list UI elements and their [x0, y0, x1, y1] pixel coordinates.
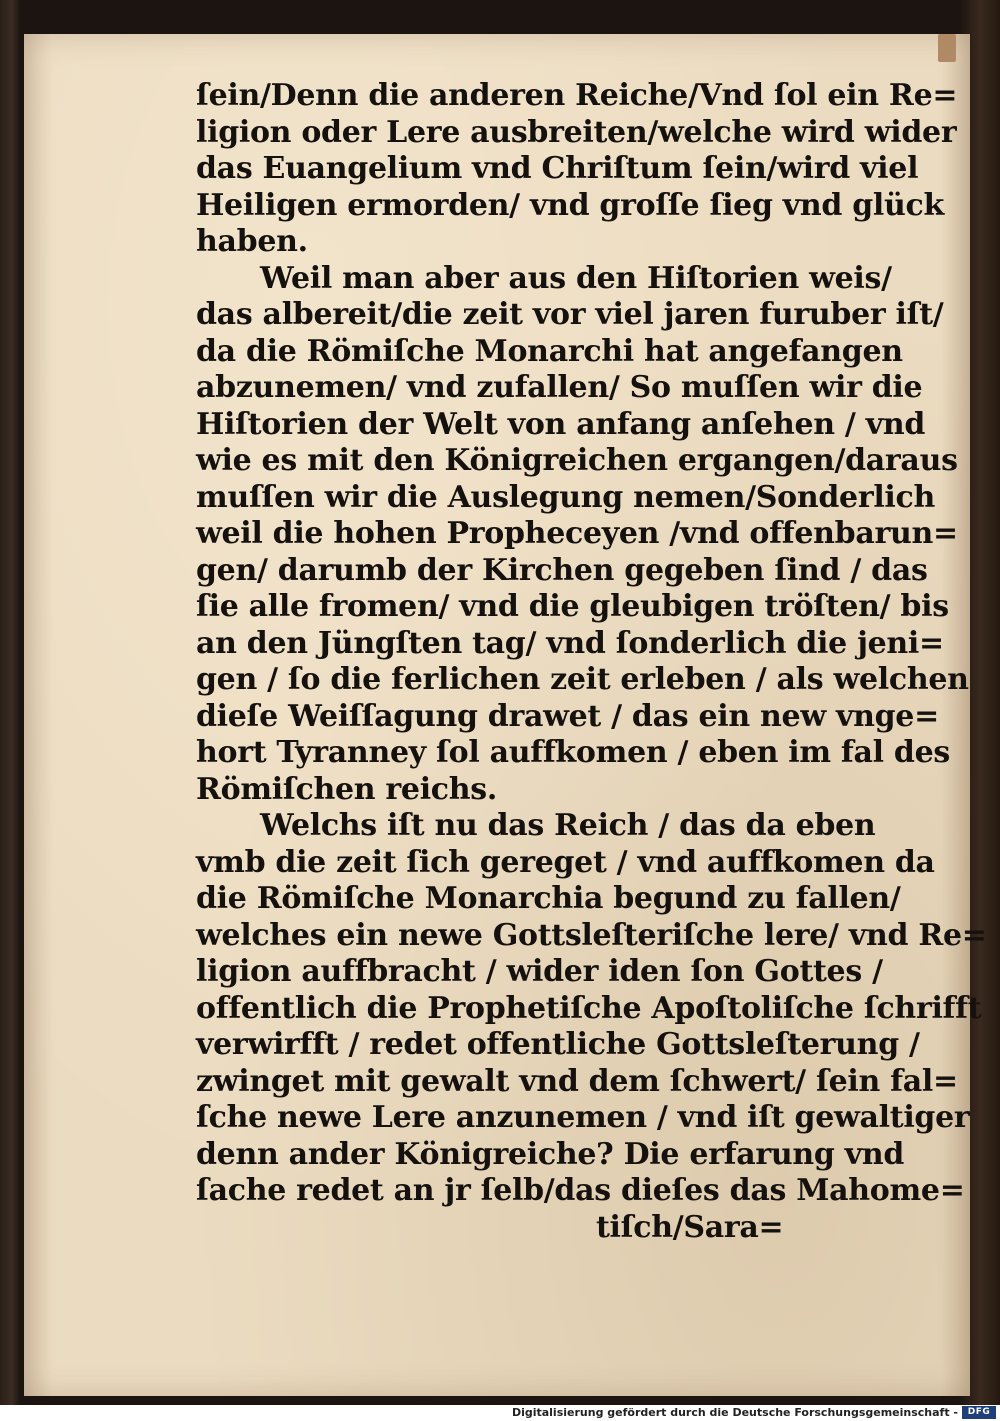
text-line: ſein/Denn die anderen Reiche/Vnd ſol ein Re= — [196, 78, 958, 113]
page-text — [196, 78, 987, 1246]
footer-bar — [0, 1405, 1000, 1421]
text-line: ſie alle fromen/ vnd die gleubigen tröſten/ bis — [196, 589, 949, 624]
text-line: wie es mit den Königreichen ergangen/daraus — [196, 443, 958, 478]
text-line: Heiligen ermorden/ vnd groſſe ſieg vnd glück — [196, 187, 944, 223]
text-line: ligion oder Lere ausbreiten/welche wird wider — [196, 114, 957, 150]
text-line: da die Römiſche Monarchi hat angefangen — [196, 333, 903, 369]
text-line: denn ander Königreiche? Die erfarung vnd — [196, 1136, 905, 1172]
text-line: gen / ſo die ferlichen zeit erleben / als welchen — [196, 662, 969, 697]
footer-credit: Digitalisierung gefördert durch die Deutsche Forschungsgemeinschaft - — [511, 1406, 958, 1419]
text-line: das Euangelium vnd Chriſtum ſein/wird viel — [196, 151, 919, 186]
text-line: verwirfft / redet offentliche Gottsleſterung / — [196, 1027, 920, 1062]
page-tab-mark — [938, 34, 956, 62]
text-line: muſſen wir die Auslegung nemen/Sonderlich — [196, 479, 935, 515]
text-line: hort Tyranney ſol auffkomen / eben im fal des — [196, 735, 950, 770]
text-line: Römiſchen reichs. — [196, 771, 498, 807]
text-line: ſche newe Lere anzunemen / vnd iſt gewaltiger — [196, 1100, 970, 1135]
text-line: ſache redet an jr ſelb/das dieſes das Mahome= — [196, 1173, 965, 1208]
text-line: welches ein newe Gottsleſteriſche lere/ vnd Re= — [196, 917, 987, 953]
text-line: ligion auffbracht / wider iden ſon Gottes / — [196, 954, 883, 989]
text-line: Welchs iſt nu das Reich / das da eben — [260, 808, 876, 843]
text-line: haben. — [196, 224, 308, 259]
text-line: Weil man aber aus den Hiſtorien weis/ — [260, 260, 892, 296]
text-line: abzunemen/ vnd zufallen/ So muſſen wir die — [196, 370, 923, 405]
text-line: die Römiſche Monarchia begund zu fallen/ — [196, 881, 901, 916]
text-line: weil die hohen Propheceyen /vnd offenbarun= — [196, 516, 958, 551]
text-line: an den Jüngſten tag/ vnd ſonderlich die jeni= — [196, 625, 944, 661]
text-line: das albereit/die zeit vor viel jaren furuber iſt/ — [196, 297, 944, 332]
text-line: Hiſtorien der Welt von anfang anſehen / vnd — [196, 406, 926, 442]
dfg-logo: DFG — [962, 1406, 996, 1419]
text-line: gen/ darumb der Kirchen gegeben ſind / das — [196, 552, 928, 588]
text-line: offentlich die Prophetiſche Apoſtoliſche ſchrifft — [196, 990, 982, 1026]
catchword: tiſch/Sara= — [596, 1209, 784, 1245]
text-line: dieſe Weiſſagung drawet / das ein new vnge= — [196, 698, 939, 734]
text-line: zwinget mit gewalt vnd dem ſchwert/ ſein fal= — [196, 1063, 958, 1099]
text-line: vmb die zeit ſich gereget / vnd auffkomen da — [196, 844, 935, 880]
